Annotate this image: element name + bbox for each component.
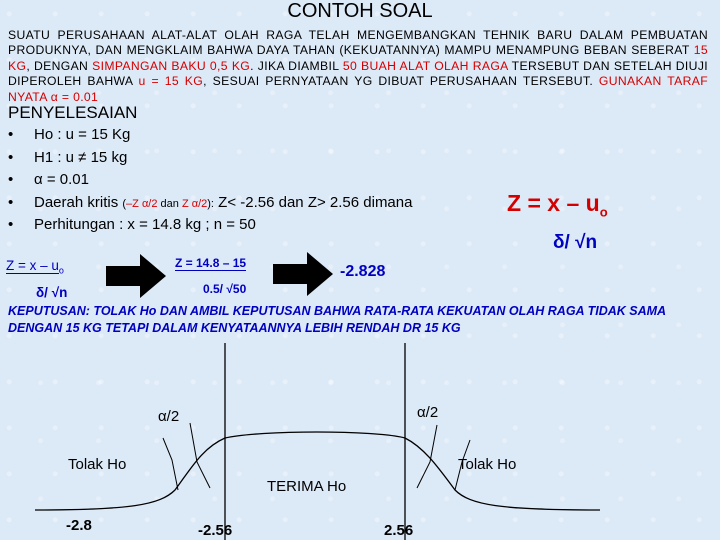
bullet: • bbox=[8, 216, 14, 233]
problem-value-alpha: GUNAKAN TARAF NYATA α = 0.01 bbox=[8, 74, 708, 104]
tick-label-neg-critical: -2.56 bbox=[198, 522, 233, 539]
z-step-1-denominator: δ/ √n bbox=[36, 285, 68, 300]
reject-left-label: Tolak Ho bbox=[68, 456, 127, 473]
bullet: • bbox=[8, 193, 14, 211]
accept-region-label: TERIMA Ho bbox=[267, 478, 347, 495]
z-step-2-denominator: 0.5/ √50 bbox=[203, 282, 247, 296]
z-step-1-numerator: $Z = x - u_o$ bbox=[6, 258, 64, 276]
tick-label-z: -2.8 bbox=[66, 517, 92, 534]
page-title: CONTOH SOAL bbox=[287, 0, 433, 22]
critical-region-label: Daerah kritis bbox=[34, 193, 119, 211]
problem-text-2: , DENGAN bbox=[26, 58, 93, 73]
problem-value-std-dev: SIMPANGAN BAKU 0,5 KG bbox=[92, 58, 251, 73]
z-step-2-numerator: Z = 14.8 – 15 bbox=[175, 256, 247, 270]
problem-value-mean: u = 15 KG bbox=[138, 74, 204, 89]
pointer-right-alpha bbox=[417, 425, 437, 488]
pointer-left-alpha bbox=[190, 423, 210, 488]
problem-value-sample: 50 BUAH ALAT OLAH RAGA bbox=[342, 58, 508, 73]
z-formula-numerator: $Z = x - u_o$ bbox=[507, 190, 608, 220]
solution-heading: PENYELESAIAN bbox=[8, 103, 138, 122]
tick-label-pos-critical: 2.56 bbox=[384, 522, 414, 539]
problem-text-4: TERSEBUT DAN SETELAH DIUJI DIPEROLEH BAHWA bbox=[8, 58, 709, 89]
bullet: • bbox=[8, 148, 14, 166]
alpha-right-label: α/2 bbox=[417, 404, 439, 421]
problem-text-5: , SESUAI PERNYATAAN YG DIBUAT PERUSAHAAN TERSEBUT. bbox=[203, 74, 599, 89]
pointer-left-reject bbox=[163, 438, 178, 490]
bullet: • bbox=[8, 171, 14, 188]
significance-level: α = 0.01 bbox=[34, 171, 89, 188]
hypothesis-null: Ho : u = 15 Kg bbox=[34, 126, 131, 143]
calculation-mean: Perhitungan : x = 14.8 kg ; bbox=[34, 216, 210, 233]
calculation-n: n = 50 bbox=[213, 216, 256, 233]
problem-value-weight: 15 KG bbox=[8, 43, 708, 73]
z-formula-denominator: δ/ √n bbox=[553, 232, 598, 253]
z-result: -2.828 bbox=[340, 263, 386, 280]
alpha-left-label: α/2 bbox=[158, 408, 180, 425]
bullet: • bbox=[8, 126, 14, 143]
critical-region-note: (–Z α/2 dan Z α/2): bbox=[122, 197, 214, 210]
reject-right-label: Tolak Ho bbox=[458, 456, 517, 473]
critical-region-values: Z< -2.56 dan Z> 2.56 dimana bbox=[218, 193, 413, 211]
problem-text-1: SUATU PERUSAHAAN ALAT-ALAT OLAH RAGA TELAH MENGEMBANGKAN TEHNIK BARU DALAM PEMBUATAN PRODUKNYA, DAN MENGKLAIM BAHWA DAYA TAHAN (KEKUATANNYA) MAMPU MENAMPUNG BEBAN SEBERAT bbox=[8, 28, 708, 58]
hypothesis-alt: H1 : u ≠ 15 kg bbox=[34, 148, 128, 166]
conclusion: KEPUTUSAN: TOLAK Ho DAN AMBIL KEPUTUSAN BAHWA RATA-RATA KEKUATAN OLAH RAGA TIDAK SAMA DENGAN 15 KG TETAPI DALAM KENYATAANNYA LEBIH RENDAH DR 15 KG bbox=[8, 304, 666, 335]
problem-text-3: . JIKA DIAMBIL bbox=[250, 58, 343, 73]
